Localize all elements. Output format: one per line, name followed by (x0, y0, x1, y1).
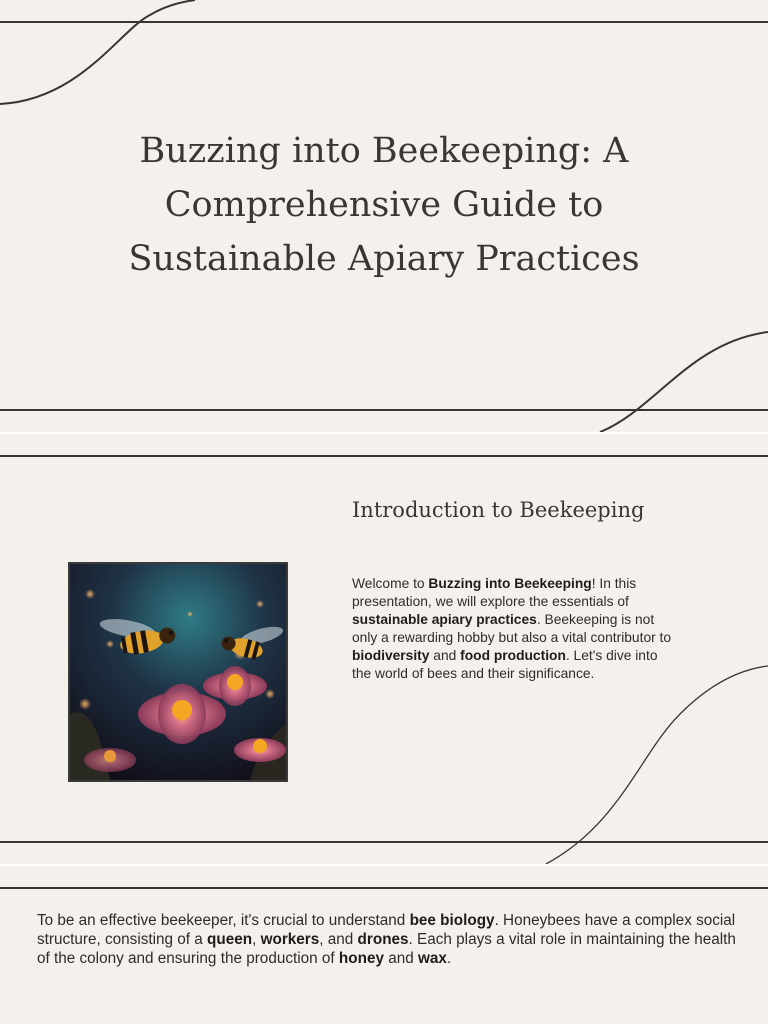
emphasis-text: Buzzing into Beekeeping (428, 576, 592, 591)
emphasis-text: biodiversity (352, 648, 430, 663)
section-heading: Introduction to Beekeeping (352, 498, 645, 522)
text-span: . Honeybees have a complex social structure, consisting of a (37, 912, 736, 948)
emphasis-text: workers (260, 931, 320, 948)
top-left-curve (0, 0, 195, 104)
text-span: . Let's dive into the world of bees and their significance. (352, 648, 658, 681)
bee-biology-slide (0, 866, 768, 1024)
emphasis-text: food production (460, 648, 566, 663)
emphasis-text: sustainable apiary practices (352, 612, 537, 627)
text-span: Welcome to (352, 576, 429, 591)
text-span: . (446, 950, 452, 967)
text-span: and (383, 950, 418, 967)
introduction-slide (0, 434, 768, 864)
bee-biology-paragraph (37, 911, 737, 968)
honeybees-on-flowers-image (68, 562, 288, 782)
text-span: . Each plays a vital role in maintaining the health of the colony and ensuring the production of (37, 931, 736, 967)
text-span: , (252, 931, 261, 948)
emphasis-text: wax (417, 950, 447, 967)
emphasis-text: drones (357, 931, 409, 948)
text-span: ! In this presentation, we will explore the essentials of (352, 576, 637, 609)
page-title: Buzzing into Beekeeping: A Comprehensive Guide to Sustainable Apiary Practices (128, 131, 640, 279)
intro-paragraph (352, 575, 677, 683)
bottom-right-curve (600, 332, 768, 432)
right-curve (546, 666, 768, 864)
title-slide (0, 0, 768, 432)
text-span: . Beekeeping is not only a rewarding hobby but also a vital contributor to (352, 612, 672, 645)
emphasis-text: honey (338, 950, 384, 967)
text-span: , and (319, 931, 358, 948)
text-span: and (429, 648, 461, 663)
emphasis-text: queen (207, 931, 253, 948)
text-span: To be an effective beekeeper, it's crucial to understand (37, 912, 410, 929)
emphasis-text: bee biology (409, 912, 495, 929)
